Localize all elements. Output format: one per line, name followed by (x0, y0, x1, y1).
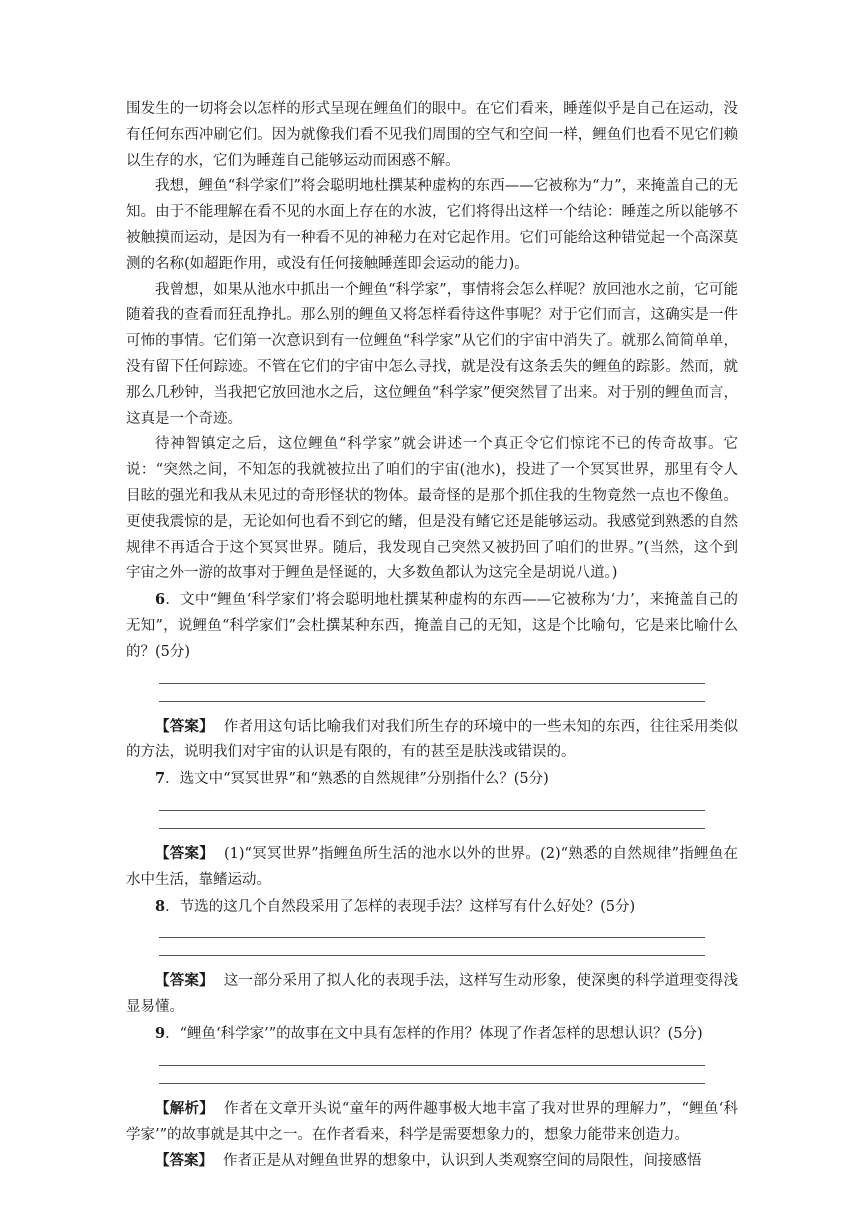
answer-line (159, 810, 705, 811)
passage-paragraph-3: 我曾想，如果从池水中抓出一个鲤鱼“科学家”，事情将会怎么样呢？放回池水之前，它可能随着我的查看而狂乱挣扎。那么别的鲤鱼又将怎样看待这件事呢？对于它们而言，这确实是一件可怖的事情。它们第一次意识到有一位鲤鱼“科学家”从它们的宇宙中消失了。就那么简简单单，没有留下任何踪迹。不管在它们的宇宙中怎么寻找，就是没有这条丢失的鲤鱼的踪影。然而，就那么几秒钟，当我把它放回池水之后，这位鲤鱼“科学家”便突然冒了出来。对于别的鲤鱼而言，这真是一个奇迹。 (126, 281, 738, 427)
answer-text: (1)“冥冥世界”指鲤鱼所生活的池水以外的世界。(2)“熟悉的自然规律”指鲤鱼在水中生活，靠鳍运动。 (126, 845, 739, 888)
answer-line (159, 683, 705, 684)
question-text: ．节选的这几个自然段采用了怎样的表现手法？这样写有什么好处？(5分) (165, 898, 636, 915)
analysis-text: 作者在文章开头说“童年的两件趣事极大地丰富了我对世界的理解力”，“鲤鱼‘科学家’”的故事就是其中之一。在作者看来，科学是需要想象力的，想象力能带来创造力。 (126, 1100, 738, 1143)
answer-line (159, 828, 705, 829)
answer-text: 作者用这句话比喻我们对我们所生存的环境中的一些未知的东西，往往采用类似的方法，说明我们对宇宙的认识是有限的，有的甚至是肤浅或错误的。 (126, 718, 739, 761)
answer-text: 作者正是从对鲤鱼世界的想象中，认识到人类观察空间的局限性，间接感悟 (223, 1153, 702, 1170)
answer-7 (126, 841, 738, 894)
analysis-label: 【解析】 (155, 1099, 214, 1117)
answer-line (159, 1065, 705, 1066)
answer-label: 【答案】 (155, 1152, 213, 1170)
answer-line (159, 1083, 705, 1084)
passage-paragraph-1: 围发生的一切将会以怎样的形式呈现在鲤鱼们的眼中。在它们看来，睡莲似乎是自己在运动，没有任何东西冲刷它们。因为就像我们看不见我们周围的空气和空间一样，鲤鱼们也看不见它们赖以生存的水，它们为睡莲自己能够运动而困惑不解。 (126, 101, 738, 169)
answer-text: 这一部分采用了拟人化的表现手法，这样写生动形象，使深奥的科学道理变得浅显易懂。 (126, 973, 739, 1016)
analysis-9 (126, 1096, 738, 1149)
question-number: 6 (155, 591, 166, 609)
question-8 (126, 894, 738, 921)
answer-8 (126, 968, 738, 1021)
answer-label: 【答案】 (155, 844, 215, 862)
answer-line (159, 701, 705, 702)
passage-paragraph-2: 我想，鲤鱼“科学家们”将会聪明地杜撰某种虚构的东西——它被称为“力”，来掩盖自己的无知。由于不能理解在看不见的水面上存在的水波，它们将得出这样一个结论：睡莲之所以能够不被触摸而运动，是因为有一种看不见的神秘力在对它起作用。它们可能给这种错觉起一个高深莫测的名称(如超距作用，或没有任何接触睡莲即会运动的能力)。 (126, 178, 738, 272)
question-number: 7 (155, 770, 166, 788)
question-text: ．选文中“冥冥世界”和“熟悉的自然规律”分别指什么？(5分) (165, 771, 549, 788)
question-6 (126, 587, 738, 665)
answer-label: 【答案】 (155, 972, 214, 990)
answer-line (159, 937, 705, 938)
answer-line (159, 955, 705, 956)
answer-6 (126, 714, 738, 767)
question-7 (126, 766, 738, 793)
answer-label: 【答案】 (155, 717, 214, 735)
answer-9 (126, 1148, 738, 1175)
question-number: 8 (155, 897, 166, 915)
question-text: ．“鲤鱼‘科学家’”的故事在文中具有怎样的作用？体现了作者怎样的思想认识？(5分) (165, 1025, 703, 1042)
question-number: 9 (155, 1024, 166, 1042)
question-9 (126, 1021, 738, 1048)
question-text: ．文中“鲤鱼‘科学家们’将会聪明地杜撰某种虚构的东西——它被称为‘力’，来掩盖自己的无知”，说鲤鱼“科学家们”会杜撰某种东西，掩盖自己的无知，这是个比喻句，它是来比喻什么的？(5分) (126, 592, 738, 660)
passage-paragraph-4: 待神智镇定之后，这位鲤鱼“科学家”就会讲述一个真正令它们惊诧不已的传奇故事。它说：“突然之间，不知怎的我就被拉出了咱们的宇宙(池水)，投进了一个冥冥世界，那里有令人目眩的强光和我从未见过的奇形怪状的物体。最奇怪的是那个抓住我的生物竟然一点也不像鱼。更使我震惊的是，无论如何也看不到它的鳍，但是没有鳍它还是能够运动。我感觉到熟悉的自然规律不再适合于这个冥冥世界。随后，我发现自己突然又被扔回了咱们的世界。”(当然，这个到宇宙之外一游的故事对于鲤鱼是怪诞的，大多数鱼都认为这完全是胡说八道。) (126, 436, 738, 582)
